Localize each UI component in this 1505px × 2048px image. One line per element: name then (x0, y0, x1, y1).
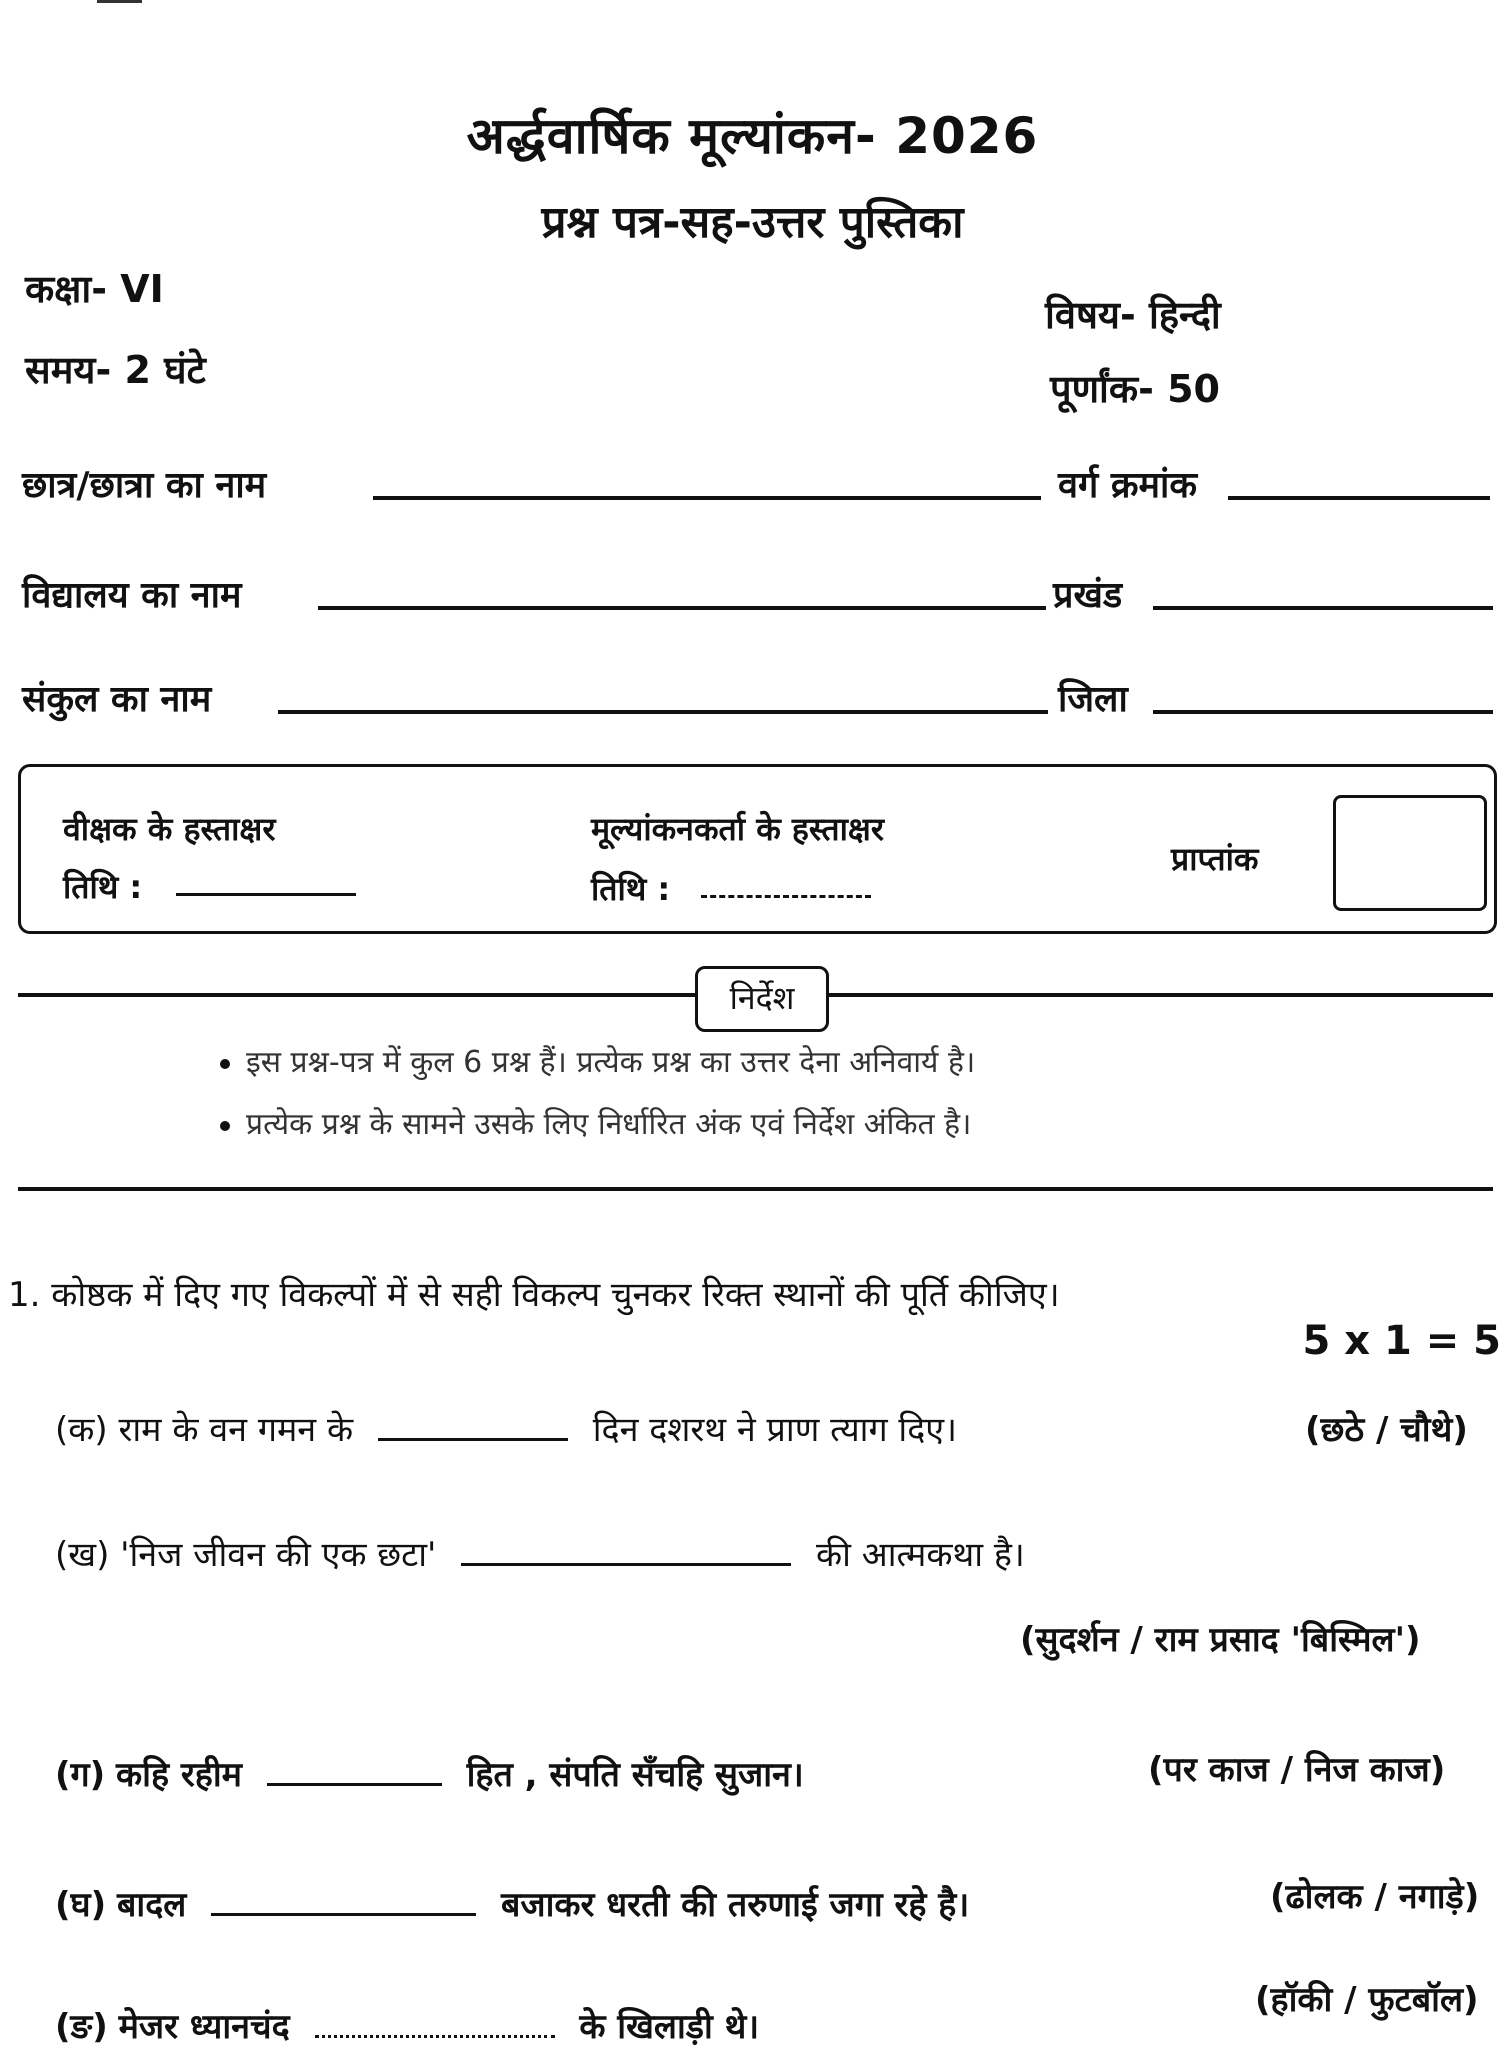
subject-label: विषय- हिन्दी (1045, 293, 1221, 337)
student-name-row (18, 448, 1493, 508)
options-ga: (पर काज / निज काज) (1148, 1750, 1446, 1790)
sub-question-nga (55, 2002, 759, 2048)
answer-blank[interactable] (461, 1557, 791, 1566)
invigilator-date-label: तिथि : (63, 868, 143, 906)
school-name-label: विद्यालय का नाम (22, 575, 242, 616)
sub-question-ga (55, 1750, 804, 1796)
answer-blank[interactable] (378, 1432, 568, 1441)
sub-question-label: (ख) (55, 1535, 110, 1575)
invigilator-signature-label: वीक्षक के हस्ताक्षर (63, 810, 276, 848)
exam-title: अर्द्धवार्षिक मूल्यांकन- 2026 (466, 107, 1039, 165)
marks-obtained-label: प्राप्तांक (1171, 840, 1259, 878)
full-marks-label: पूर्णांक- 50 (1050, 367, 1220, 411)
options-kha: (सुदर्शन / राम प्रसाद 'बिस्मिल') (1020, 1620, 1421, 1660)
top-edge-mark (97, 0, 142, 3)
student-name-field[interactable] (373, 496, 1041, 500)
time-label: समय- 2 घंटे (25, 348, 206, 392)
sub-question-text-after: हित , संपति सँचहि सुजान। (466, 1755, 804, 1795)
roll-number-label: वर्ग क्रमांक (1058, 465, 1197, 506)
exam-subtitle: प्रश्न पत्र-सह-उत्तर पुस्तिका (541, 197, 964, 248)
options-nga: (हॉकी / फुटबॉल) (1255, 1980, 1479, 2020)
block-label: प्रखंड (1053, 575, 1123, 616)
sub-question-label: (क) (55, 1410, 108, 1450)
question-text: कोष्ठक में दिए गए विकल्पों में से सही विकल्प चुनकर रिक्त स्थानों की पूर्ति कीजिए। (51, 1275, 1060, 1315)
sub-question-text-before: बादल (117, 1885, 187, 1925)
question-number: 1. (8, 1275, 41, 1315)
evaluator-signature-label: मूल्यांकनकर्ता के हस्ताक्षर (591, 810, 884, 848)
sub-question-text-before: 'निज जीवन की एक छटा' (120, 1535, 437, 1575)
answer-blank[interactable] (267, 1777, 442, 1786)
invigilator-date-field[interactable] (176, 893, 356, 896)
evaluator-date-field[interactable] (701, 895, 871, 898)
instruction-text: इस प्रश्न-पत्र में कुल 6 प्रश्न हैं। प्रत्येक प्रश्न का उत्तर देना अनिवार्य है। (246, 1045, 976, 1080)
signature-box (18, 764, 1497, 934)
sub-question-label: (ग) (55, 1755, 106, 1795)
class-label: कक्षा- VI (25, 267, 164, 311)
district-field[interactable] (1153, 710, 1493, 714)
block-field[interactable] (1153, 606, 1493, 610)
cluster-name-row (18, 662, 1493, 722)
cluster-name-field[interactable] (278, 710, 1048, 714)
instruction-item (220, 1040, 975, 1081)
sub-question-label: (ङ) (55, 2007, 108, 2047)
sub-question-ka (55, 1405, 957, 1451)
bullet-icon (220, 1059, 230, 1069)
school-name-field[interactable] (318, 606, 1046, 610)
sub-question-text-after: बजाकर धरती की तरुणाई जगा रहे है। (500, 1885, 970, 1925)
options-ka: (छठे / चौथे) (1305, 1410, 1468, 1450)
sub-question-text-before: राम के वन गमन के (118, 1410, 354, 1450)
instruction-item (220, 1102, 971, 1143)
sub-question-text-after: दिन दशरथ ने प्राण त्याग दिए। (592, 1410, 957, 1450)
sub-question-text-before: मेजर ध्यानचंद (118, 2007, 290, 2047)
school-name-row (18, 558, 1493, 618)
sub-question-text-before: कहि रहीम (116, 1755, 242, 1795)
answer-blank[interactable] (211, 1907, 476, 1916)
district-label: जिला (1058, 679, 1128, 720)
sub-question-gha (55, 1880, 969, 1926)
sub-question-label: (घ) (55, 1885, 107, 1925)
evaluator-date-label: तिथि : (591, 870, 671, 908)
cluster-name-label: संकुल का नाम (22, 679, 212, 720)
student-name-label: छात्र/छात्रा का नाम (22, 465, 267, 506)
sub-question-kha (55, 1530, 1025, 1576)
marks-obtained-box[interactable] (1333, 795, 1487, 911)
bullet-icon (220, 1121, 230, 1131)
sub-question-text-after: के खिलाड़ी थे। (579, 2007, 760, 2047)
instruction-text: प्रत्येक प्रश्न के सामने उसके लिए निर्धारित अंक एवं निर्देश अंकित है। (246, 1107, 972, 1142)
sub-question-text-after: की आत्मकथा है। (816, 1535, 1025, 1575)
question-marks: 5 x 1 = 5 (1302, 1318, 1501, 1364)
question-1 (8, 1270, 1060, 1316)
options-gha: (ढोलक / नगाड़े) (1270, 1877, 1480, 1917)
roll-number-field[interactable] (1228, 496, 1490, 500)
instructions-heading: निर्देश (695, 966, 829, 1032)
instructions-divider-bottom (18, 1187, 1493, 1191)
